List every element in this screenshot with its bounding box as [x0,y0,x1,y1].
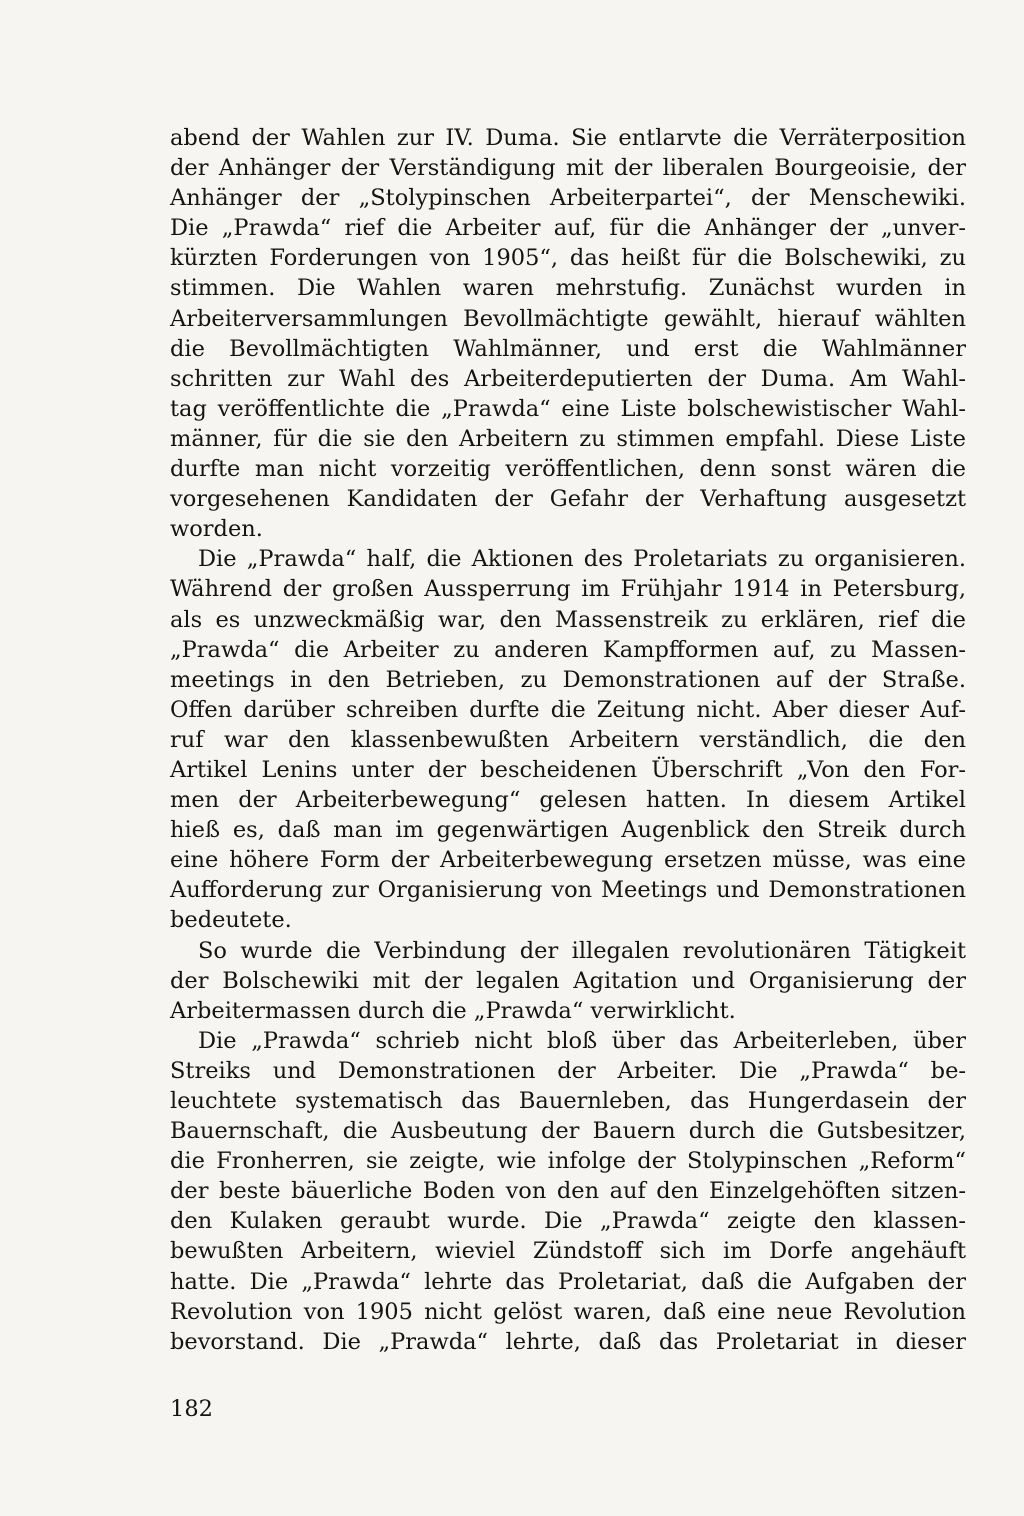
text-line: bedeutete. [170,907,292,934]
paragraph [170,544,966,935]
text-line: vorgesehenen Kandidaten der Gefahr der Verhaftung ausgesetzt [170,486,966,513]
text-line: Offen darüber schreiben durfte die Zeitung nicht. Aber dieser Auf- [170,696,966,723]
text-line: der beste bäuerliche Boden von den auf den Einzelgehöften sitzen- [170,1178,966,1205]
text-line: durfte man nicht vorzeitig veröffentlichen, denn sonst wären die [170,456,966,483]
text-line: Streiks und Demonstrationen der Arbeiter. Die „Prawda“ be- [170,1057,966,1084]
text-line: bewußten Arbeitern, wieviel Zündstoff sich im Dorfe angehäuft [170,1238,966,1265]
paragraph [170,1026,966,1357]
text-line: Aufforderung zur Organisierung von Meetings und Demonstrationen [170,877,966,904]
text-line: leuchtete systematisch das Bauernleben, das Hungerdasein der [170,1088,966,1114]
text-line: der Bolschewiki mit der legalen Agitation und Organisierung der [170,967,966,994]
text-line: tag veröffentlichte die „Prawda“ eine Liste bolschewistischer Wahl- [170,395,966,422]
text-line: ruf war den klassenbewußten Arbeitern verständlich, die den [170,726,966,753]
text-line: hatte. Die „Prawda“ lehrte das Proletariat, daß die Aufgaben der [170,1268,966,1295]
text-line: „Prawda“ die Arbeiter zu anderen Kampfformen auf, zu Massen- [170,636,966,663]
text-line: den Kulaken geraubt wurde. Die „Prawda“ zeigte den klassen- [170,1208,966,1235]
text-line: stimmen. Die Wahlen waren mehrstufig. Zunächst wurden in [170,275,966,302]
paragraph [170,936,966,1026]
text-line: die Fronherren, sie zeigte, wie infolge der Stolypinschen „Reform“ [170,1148,966,1175]
text-line: So wurde die Verbindung der illegalen revolutionären Tätigkeit [198,937,966,964]
body-text [170,123,966,1357]
text-line: Die „Prawda“ half, die Aktionen des Proletariats zu organisieren. [198,546,966,573]
text-line: bevorstand. Die „Prawda“ lehrte, daß das Proletariat in dieser [170,1328,966,1355]
text-line: der Anhänger der Verständigung mit der liberalen Bourgeoisie, der [170,155,966,182]
text-line: Die „Prawda“ schrieb nicht bloß über das Arbeiterleben, über [198,1027,966,1054]
text-line: Revolution von 1905 nicht gelöst waren, daß eine neue Revolution [170,1298,966,1325]
text-line: Anhänger der „Stolypinschen Arbeiterpartei“, der Menschewiki. [170,185,966,212]
text-line: die Bevollmächtigten Wahlmänner, und erst die Wahlmänner [170,335,966,362]
page-number: 182 [170,1396,213,1422]
text-line: schritten zur Wahl des Arbeiterdeputierten der Duma. Am Wahl- [170,365,966,392]
text-line: meetings in den Betrieben, zu Demonstrationen auf der Straße. [170,666,966,693]
text-line: worden. [170,516,263,543]
text-line: männer, für die sie den Arbeitern zu stimmen empfahl. Diese Liste [170,425,966,452]
text-line: als es unzweckmäßig war, den Massenstreik zu erklären, rief die [170,606,966,633]
text-line: eine höhere Form der Arbeiterbewegung ersetzen müsse, was eine [170,847,966,874]
text-line: Artikel Lenins unter der bescheidenen Überschrift „Von den For- [170,756,966,783]
text-line: Die „Prawda“ rief die Arbeiter auf, für die Anhänger der „unver- [170,215,966,242]
text-line: Während der großen Aussperrung im Frühjahr 1914 in Petersburg, [170,576,966,603]
text-line: kürzten Forderungen von 1905“, das heißt für die Bolschewiki, zu [170,245,966,272]
text-line: Arbeiterversammlungen Bevollmächtigte gewählt, hierauf wählten [170,305,966,332]
text-line: men der Arbeiterbewegung“ gelesen hatten. In diesem Artikel [170,787,966,814]
text-line: Arbeitermassen durch die „Prawda“ verwirklicht. [170,997,736,1024]
text-line: Bauernschaft, die Ausbeutung der Bauern durch die Gutsbesitzer, [170,1118,966,1145]
text-line: abend der Wahlen zur IV. Duma. Sie entlarvte die Verräterposition [170,125,966,151]
text-line: hieß es, daß man im gegenwärtigen Augenblick den Streik durch [170,817,966,844]
paragraph [170,123,966,544]
